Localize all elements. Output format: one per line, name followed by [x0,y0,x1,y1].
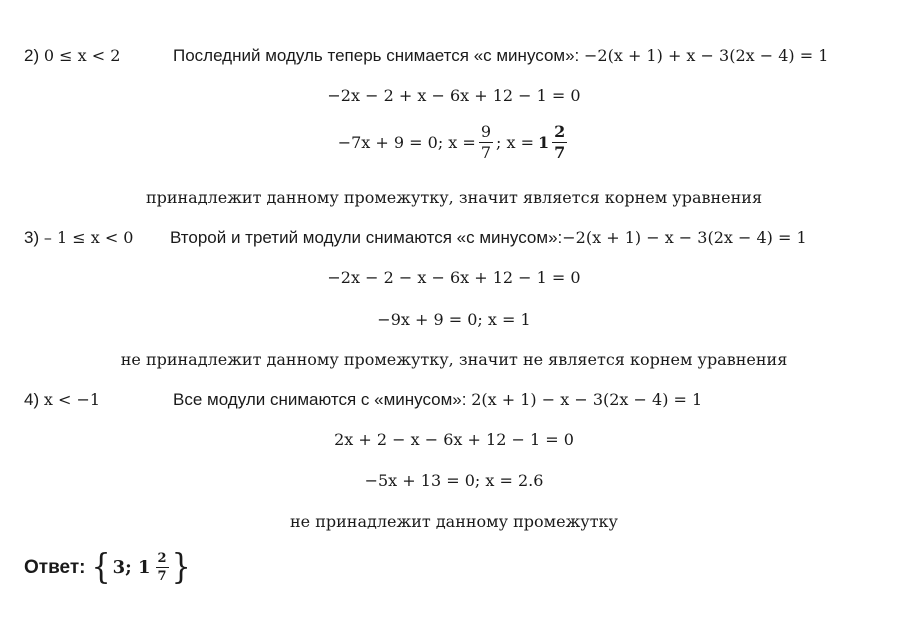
case3-conclusion: не принадлежит данному промежутку, значит не является корнем уравнения [120,350,788,369]
case4-description: Все модули снимаются с «минусом»: [173,390,467,409]
case4-equation: 2(x + 1) − x − 3(2x − 4) = 1 [471,390,703,409]
answer-label: Ответ: [24,556,86,578]
answer-close-brace: } [171,546,191,588]
case2-condition: 0 ≤ x < 2 [43,46,121,65]
case2-fraction-denominator: 7 [480,143,492,162]
case2-mixed-whole: 1 [538,133,550,152]
case3-description: Второй и третий модули снимаются «с минусом»: [170,228,563,247]
case3-equation: −2(x + 1) − x − 3(2x − 4) = 1 [562,228,807,247]
answer-fraction [156,552,169,583]
case4-description-line [173,390,702,410]
case2-step2-mid: ; x = [496,133,535,152]
case2-number: 2) [24,46,40,65]
case4-number: 4) [24,390,40,409]
case3-condition: – 1 ≤ x < 0 [43,228,134,247]
case3-step2: −9x + 9 = 0; x = 1 [377,310,531,329]
case4-condition: x < −1 [43,390,101,409]
case4-step2: −5x + 13 = 0; x = 2.6 [364,471,544,490]
case2-conclusion: принадлежит данному промежутку, значит является корнем уравнения [145,188,763,207]
answer-values: 3; 1 [112,557,151,578]
case2-mixed-denominator: 7 [554,143,566,162]
case3-step1: −2x − 2 − x − 6x + 12 − 1 = 0 [327,268,581,287]
case3-description-line [170,228,807,248]
case4-conclusion: не принадлежит данному промежутку [290,512,618,531]
case4-label [24,390,100,410]
answer-line [24,546,191,588]
case2-step2 [0,124,908,161]
answer-fraction-denominator: 7 [157,569,167,584]
case2-mixed-fraction [552,124,567,161]
case3-label [24,228,133,248]
case2-label [24,46,120,66]
case2-description-line [173,46,828,66]
case2-description: Последний модуль теперь снимается «с минусом»: [173,46,580,65]
case2-fraction [479,124,493,161]
case3-number: 3) [24,228,40,247]
answer-fraction-numerator: 2 [157,551,167,566]
case2-mixed-numerator: 2 [554,122,566,141]
case2-step2-left: −7x + 9 = 0; x = [337,133,476,152]
case2-equation: −2(x + 1) + x − 3(2x − 4) = 1 [584,46,829,65]
case2-fraction-numerator: 9 [480,122,492,141]
case2-step1: −2x − 2 + x − 6x + 12 − 1 = 0 [327,86,581,105]
answer-open-brace: { [91,546,111,588]
case4-step1: 2x + 2 − x − 6x + 12 − 1 = 0 [334,430,574,449]
